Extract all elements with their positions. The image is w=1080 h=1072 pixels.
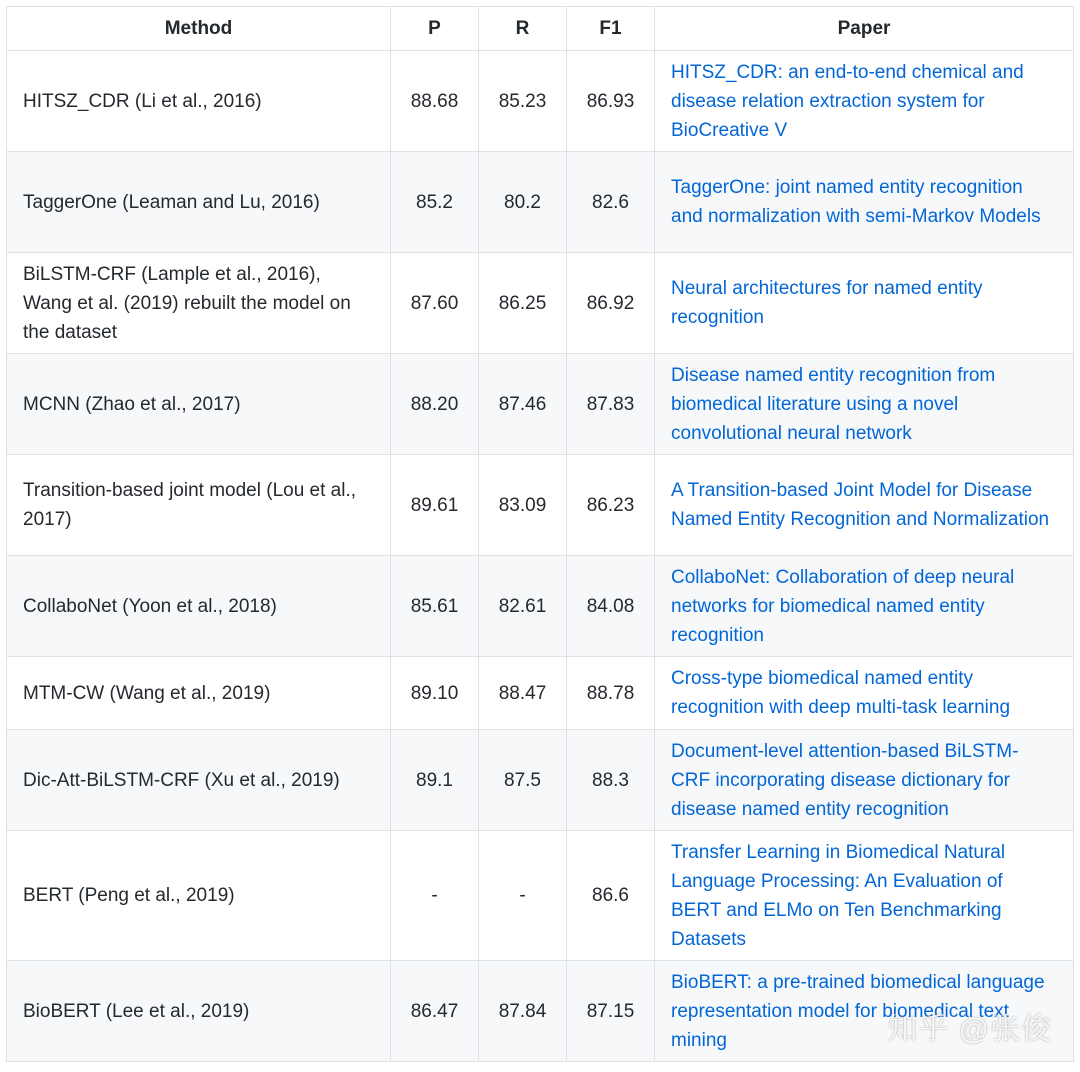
precision-cell: - xyxy=(391,831,479,961)
paper-link[interactable]: Document-level attention-based BiLSTM-CRF incorporating disease dictionary for disease named entity recognition xyxy=(671,740,1019,820)
method-cell: BioBERT (Lee et al., 2019) xyxy=(7,961,391,1062)
paper-cell xyxy=(655,152,1074,253)
paper-link[interactable]: A Transition-based Joint Model for Disease Named Entity Recognition and Normalization xyxy=(671,480,1050,530)
method-cell: HITSZ_CDR (Li et al., 2016) xyxy=(7,51,391,152)
precision-cell: 89.61 xyxy=(391,455,479,556)
paper-cell xyxy=(655,455,1074,556)
table-row xyxy=(7,831,1074,961)
precision-cell: 88.68 xyxy=(391,51,479,152)
f1-cell: 82.6 xyxy=(567,152,655,253)
method-cell: BERT (Peng et al., 2019) xyxy=(7,831,391,961)
paper-link[interactable]: TaggerOne: joint named entity recognition and normalization with semi-Markov Models xyxy=(671,177,1041,227)
precision-cell: 85.2 xyxy=(391,152,479,253)
precision-cell: 88.20 xyxy=(391,354,479,455)
header-p: P xyxy=(391,7,479,51)
paper-cell xyxy=(655,354,1074,455)
table-row xyxy=(7,455,1074,556)
f1-cell: 88.3 xyxy=(567,730,655,831)
paper-link[interactable]: Cross-type biomedical named entity recognition with deep multi-task learning xyxy=(671,668,1011,718)
paper-link[interactable]: Neural architectures for named entity recognition xyxy=(671,278,983,328)
recall-cell: 80.2 xyxy=(479,152,567,253)
header-paper: Paper xyxy=(655,7,1074,51)
header-method: Method xyxy=(7,7,391,51)
header-f1: F1 xyxy=(567,7,655,51)
recall-cell: 87.46 xyxy=(479,354,567,455)
paper-link[interactable]: Disease named entity recognition from biomedical literature using a novel convolutional neural network xyxy=(671,364,996,444)
method-cell: MCNN (Zhao et al., 2017) xyxy=(7,354,391,455)
precision-cell: 89.10 xyxy=(391,657,479,730)
recall-cell: 85.23 xyxy=(479,51,567,152)
table-row xyxy=(7,730,1074,831)
paper-link[interactable]: BioBERT: a pre-trained biomedical language representation model for biomedical text mining xyxy=(671,971,1045,1051)
table-row xyxy=(7,657,1074,730)
method-cell: BiLSTM-CRF (Lample et al., 2016), Wang et al. (2019) rebuilt the model on the dataset xyxy=(7,253,391,354)
f1-cell: 86.6 xyxy=(567,831,655,961)
f1-cell: 86.23 xyxy=(567,455,655,556)
paper-cell xyxy=(655,831,1074,961)
table-row xyxy=(7,253,1074,354)
precision-cell: 87.60 xyxy=(391,253,479,354)
paper-cell xyxy=(655,657,1074,730)
table-row xyxy=(7,51,1074,152)
recall-cell: 82.61 xyxy=(479,556,567,657)
recall-cell: 86.25 xyxy=(479,253,567,354)
method-cell: TaggerOne (Leaman and Lu, 2016) xyxy=(7,152,391,253)
paper-cell xyxy=(655,730,1074,831)
recall-cell: 83.09 xyxy=(479,455,567,556)
precision-cell: 85.61 xyxy=(391,556,479,657)
f1-cell: 86.92 xyxy=(567,253,655,354)
table-row xyxy=(7,354,1074,455)
paper-link[interactable]: CollaboNet: Collaboration of deep neural networks for biomedical named entity recognition xyxy=(671,566,1015,646)
recall-cell: 88.47 xyxy=(479,657,567,730)
table-header xyxy=(7,7,1074,51)
recall-cell: - xyxy=(479,831,567,961)
recall-cell: 87.84 xyxy=(479,961,567,1062)
f1-cell: 88.78 xyxy=(567,657,655,730)
precision-cell: 89.1 xyxy=(391,730,479,831)
paper-cell xyxy=(655,51,1074,152)
table-row xyxy=(7,152,1074,253)
paper-link[interactable]: Transfer Learning in Biomedical Natural Language Processing: An Evaluation of BERT and ELMo on Ten Benchmarking Datasets xyxy=(671,841,1006,950)
paper-cell xyxy=(655,556,1074,657)
results-table xyxy=(6,6,1074,1062)
f1-cell: 87.83 xyxy=(567,354,655,455)
watermark: 知乎 @张俊 xyxy=(887,1013,1052,1046)
table-row xyxy=(7,556,1074,657)
recall-cell: 87.5 xyxy=(479,730,567,831)
paper-link[interactable]: HITSZ_CDR: an end-to-end chemical and disease relation extraction system for BioCreative V xyxy=(671,61,1024,141)
precision-cell: 86.47 xyxy=(391,961,479,1062)
method-cell: Transition-based joint model (Lou et al., 2017) xyxy=(7,455,391,556)
f1-cell: 84.08 xyxy=(567,556,655,657)
header-r: R xyxy=(479,7,567,51)
f1-cell: 86.93 xyxy=(567,51,655,152)
f1-cell: 87.15 xyxy=(567,961,655,1062)
paper-cell xyxy=(655,253,1074,354)
method-cell: CollaboNet (Yoon et al., 2018) xyxy=(7,556,391,657)
method-cell: Dic-Att-BiLSTM-CRF (Xu et al., 2019) xyxy=(7,730,391,831)
method-cell: MTM-CW (Wang et al., 2019) xyxy=(7,657,391,730)
table-body xyxy=(7,51,1074,1062)
